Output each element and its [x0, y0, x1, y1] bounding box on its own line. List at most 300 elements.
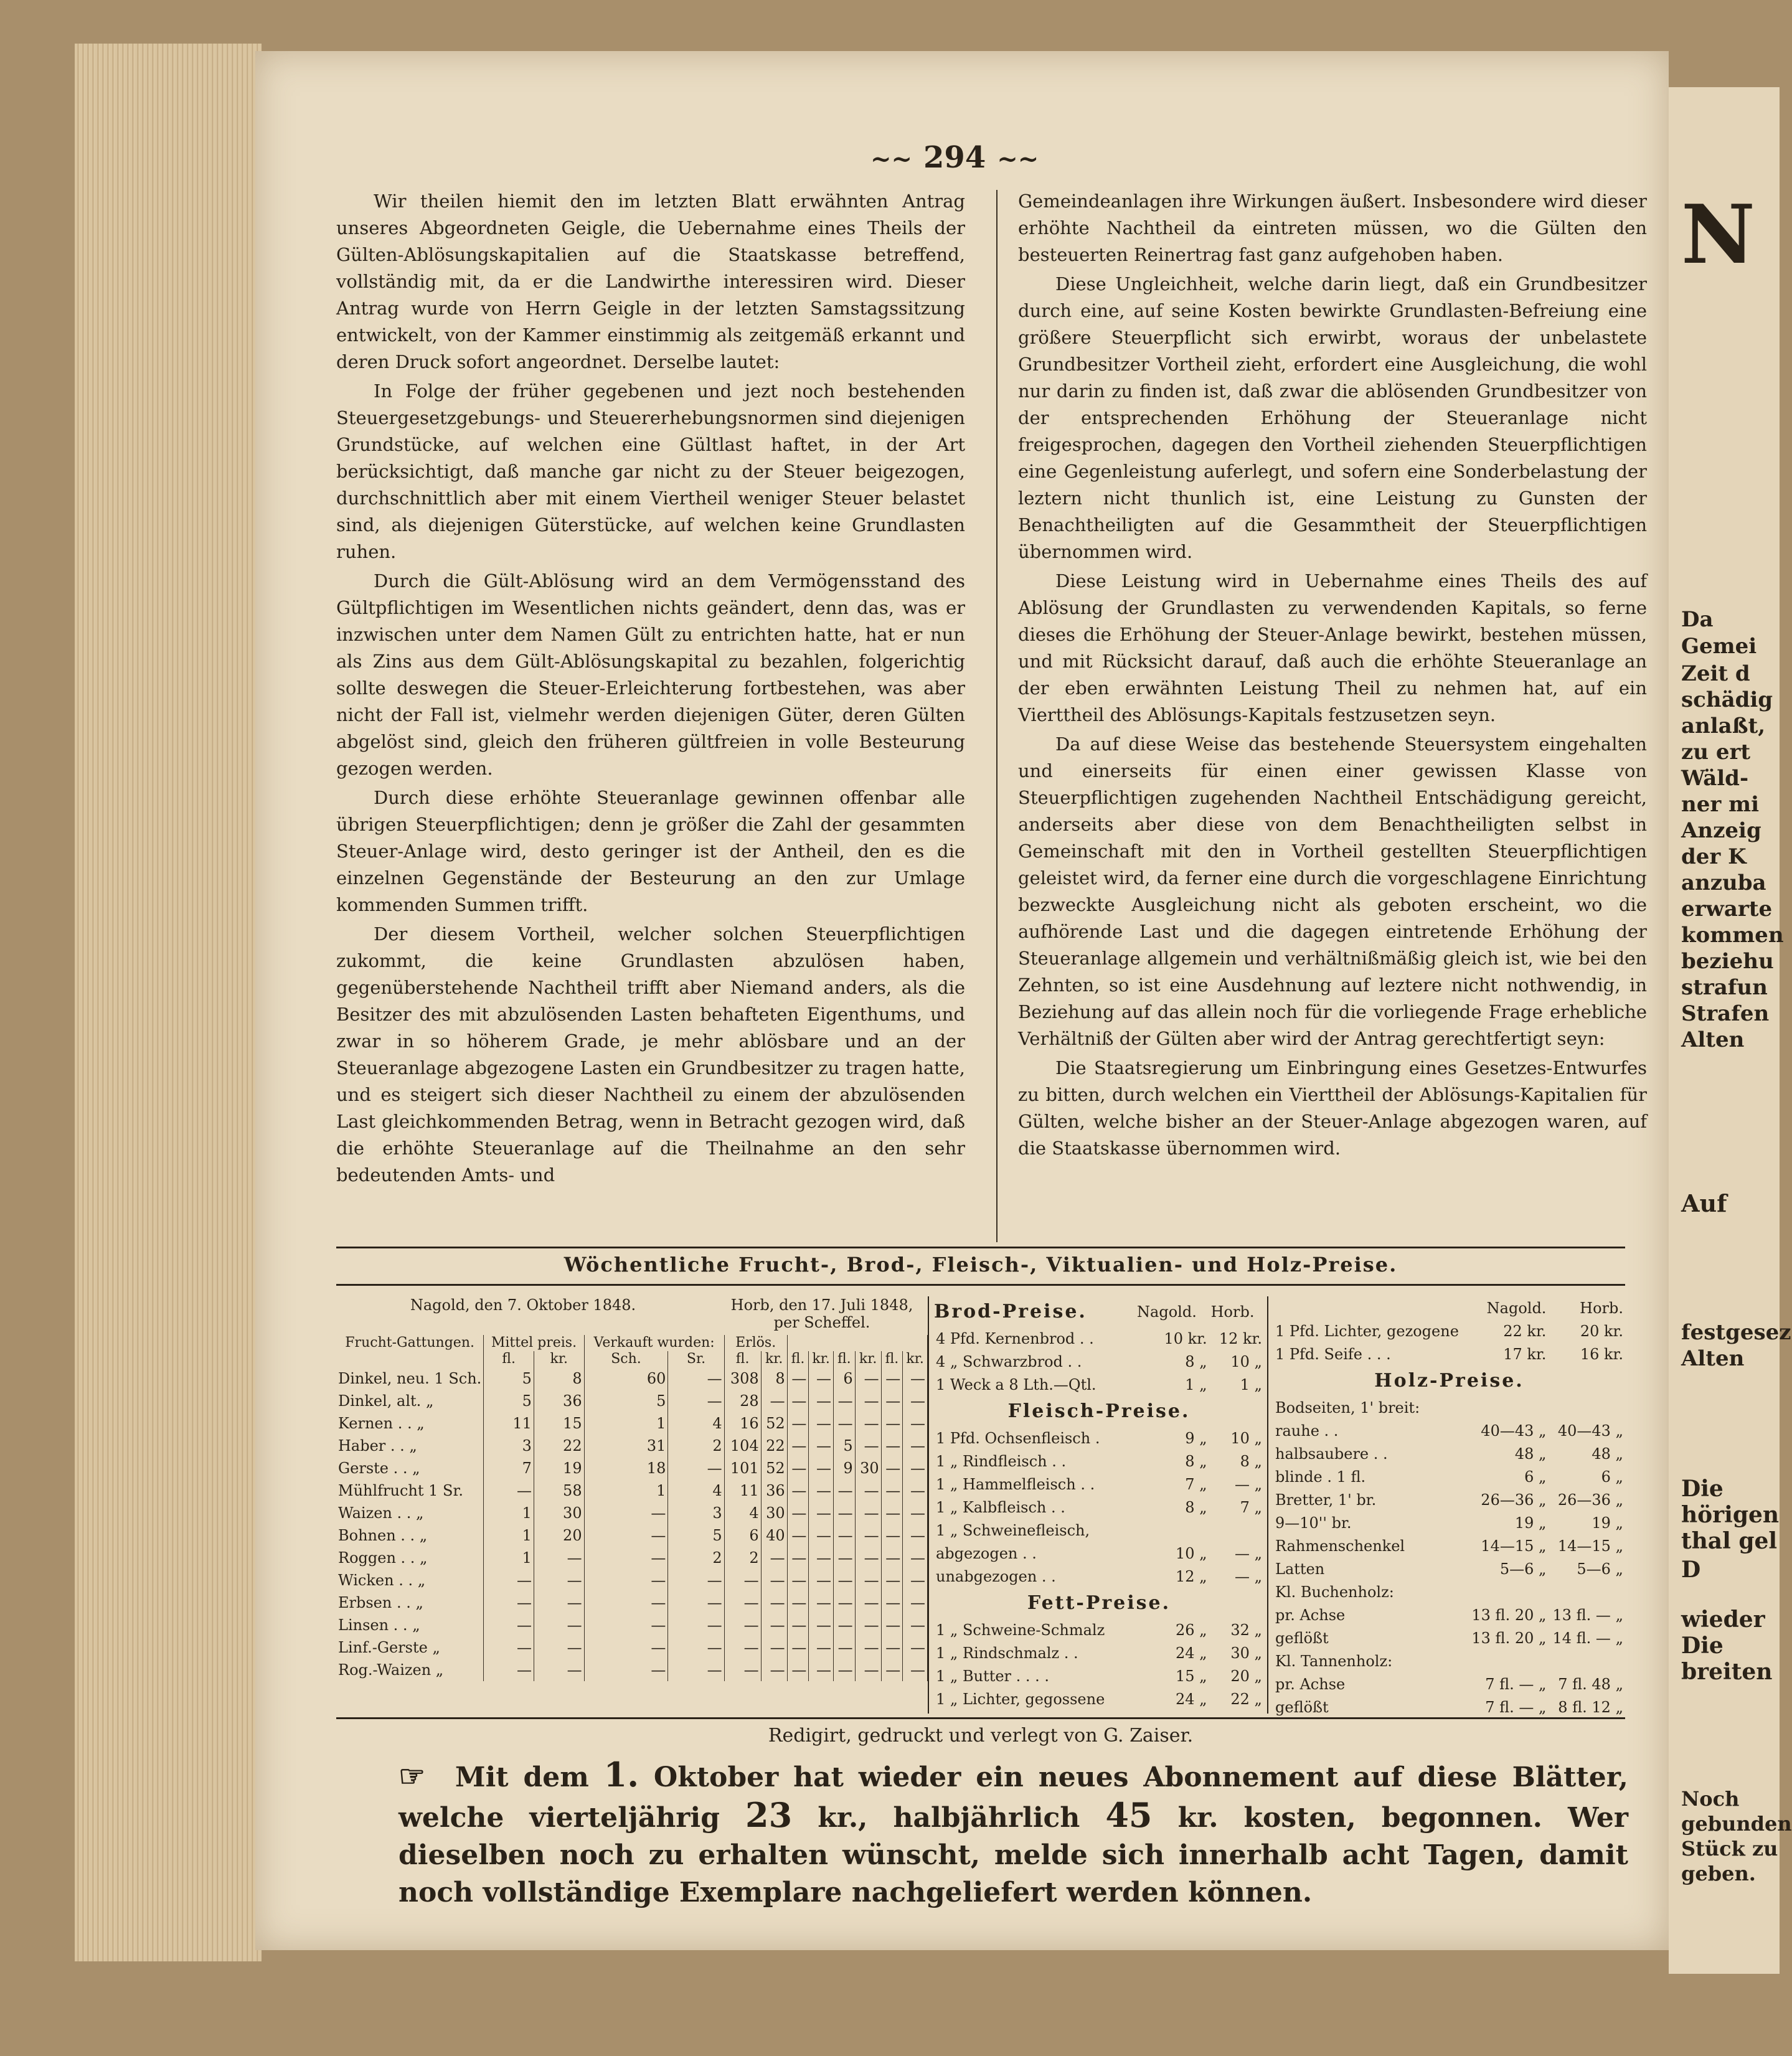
table-cell: —	[584, 1592, 668, 1614]
table-cell: 9—10'' br.	[1275, 1514, 1352, 1532]
table-cell: 8 „	[1185, 1352, 1207, 1370]
table-cell: —	[855, 1479, 881, 1502]
table-cell: —	[903, 1659, 928, 1681]
table-cell: Bohnen . . „	[336, 1524, 484, 1547]
table-cell: —	[787, 1367, 809, 1390]
table-cell: 14—15 „	[1481, 1537, 1547, 1555]
unit-fl: fl.	[484, 1351, 534, 1367]
table-cell: —	[668, 1614, 724, 1636]
paragraph: Gemeindeanlagen ihre Wirkungen äußert. Insbesondere wird dieser erhöhte Nachtheil da eintreten müssen, wo die Gülten den besteuerten Reinertrag fast ganz aufgehoben haben.	[1018, 191, 1647, 265]
adjacent-page-text: geben.	[1681, 1862, 1756, 1885]
table-cell: —	[584, 1614, 668, 1636]
table-cell: Bodseiten, 1' breit:	[1275, 1398, 1420, 1417]
table-row	[934, 1687, 1264, 1710]
table-cell: 12 kr.	[1219, 1329, 1262, 1347]
table-cell: —	[903, 1502, 928, 1524]
adjacent-page-text: breiten	[1681, 1659, 1773, 1685]
table-cell: 11	[484, 1412, 534, 1435]
table-cell: —	[833, 1479, 855, 1502]
adjacent-page-text: festgesez	[1681, 1320, 1791, 1345]
table-cell: 48 „	[1514, 1445, 1547, 1463]
col-verkauft: Verkauft wurden:	[584, 1335, 724, 1351]
table-cell: 9	[833, 1457, 855, 1479]
table-cell: 19 „	[1514, 1514, 1547, 1532]
table-cell: —	[724, 1659, 761, 1681]
subscription-announcement	[398, 1756, 1628, 1912]
ornament-right: ~~	[997, 144, 1039, 174]
col-mittel: Mittel preis.	[484, 1335, 584, 1351]
table-cell: —	[484, 1636, 534, 1659]
table-row	[1273, 1557, 1625, 1580]
table-cell: 7 fl. 48 „	[1558, 1675, 1623, 1693]
table-cell: 7	[484, 1457, 534, 1479]
table-cell: 4 Pfd. Kernenbrod . .	[936, 1329, 1094, 1347]
table-divider	[928, 1296, 929, 1714]
horb-col-header: Horb.	[1210, 1303, 1255, 1321]
table-cell: —	[903, 1592, 928, 1614]
table-row	[934, 1565, 1264, 1588]
table-cell: 18	[584, 1457, 668, 1479]
table-cell: —	[855, 1636, 881, 1659]
table-row	[1273, 1342, 1625, 1365]
table-cell: — „	[1234, 1544, 1262, 1562]
table-cell: 40	[761, 1524, 787, 1547]
table-cell: 36	[534, 1390, 584, 1412]
table-row	[934, 1496, 1264, 1519]
table-cell: —	[833, 1390, 855, 1412]
adjacent-page-text: Noch	[1681, 1787, 1740, 1811]
imprint: Redigirt, gedruckt und verlegt von G. Zaiser.	[768, 1725, 1194, 1747]
table-cell: Rog.-Waizen „	[336, 1659, 484, 1681]
table-cell: 5	[833, 1435, 855, 1457]
table-row	[934, 1350, 1264, 1373]
table-cell: —	[833, 1502, 855, 1524]
adjacent-page-text: Die	[1681, 1476, 1724, 1502]
table-cell: —	[668, 1592, 724, 1614]
table-cell: —	[881, 1479, 903, 1502]
table-row	[1273, 1649, 1625, 1672]
table-cell: —	[761, 1636, 787, 1659]
table-cell: —	[903, 1614, 928, 1636]
left-column	[336, 188, 965, 1191]
adjacent-page-text: N	[1681, 187, 1755, 282]
holz-title: Holz-Preise.	[1374, 1370, 1524, 1392]
table-cell: —	[881, 1502, 903, 1524]
announce-price-half: 45	[1105, 1795, 1153, 1835]
table-cell: —	[833, 1636, 855, 1659]
table-cell: 8	[534, 1367, 584, 1390]
announce-text: Oktober hat wieder ein neues Abonnement auf diese Blätter, welche vierteljährig	[398, 1761, 1628, 1834]
table-cell: Latten	[1275, 1560, 1325, 1578]
table-row	[336, 1547, 928, 1569]
table-cell: Mühlfrucht 1 Sr.	[336, 1479, 484, 1502]
table-cell: —	[761, 1390, 787, 1412]
table-cell: —	[881, 1636, 903, 1659]
wood-price-table	[1273, 1296, 1625, 1714]
unit-kr: kr.	[761, 1351, 787, 1367]
fleisch-title: Fleisch-Preise.	[1007, 1400, 1191, 1422]
table-cell: —	[903, 1569, 928, 1592]
adjacent-page-text: Da	[1681, 607, 1714, 632]
table-cell: 7 fl. — „	[1485, 1675, 1547, 1693]
table-cell: —	[833, 1569, 855, 1592]
table-cell: Haber . . „	[336, 1435, 484, 1457]
table-cell: 30	[855, 1457, 881, 1479]
table-cell: 26—36 „	[1557, 1491, 1623, 1509]
table-cell: —	[761, 1569, 787, 1592]
adjacent-page-text: thal gel	[1681, 1528, 1778, 1554]
table-cell: —	[881, 1547, 903, 1569]
table-cell: 14 fl. — „	[1552, 1629, 1623, 1647]
paragraph: Durch diese erhöhte Steueranlage gewinnen offenbar alle übrigen Steuerpflichtigen; denn je größer die Zahl der gesammten Steuer-Anlage wird, desto geringer ist der Antheil, den es die einzelnen Gegenstände der Besteurung an den zur Umlage kommenden Summen trifft.	[336, 787, 965, 915]
table-cell: —	[881, 1614, 903, 1636]
table-cell: —	[787, 1592, 809, 1614]
table-row	[336, 1636, 928, 1659]
table-cell: 1 „ Schweinefleisch,	[936, 1521, 1090, 1539]
table-cell: 22 kr.	[1503, 1322, 1547, 1340]
nagold-header: Nagold, den 7. Oktober 1848.	[410, 1296, 636, 1314]
table-cell: 1	[584, 1412, 668, 1435]
table-cell: —	[484, 1479, 534, 1502]
lichter-rows	[1273, 1319, 1625, 1365]
table-cell: 9 „	[1185, 1429, 1207, 1447]
paragraph: Wir theilen hiemit den im letzten Blatt erwähnten Antrag unseres Abgeordneten Geigle, die Uebernahme eines Theils der Gülten-Ablösungskapitalien auf die Staatskasse betreffend, vollständig mit, da er die Landwirthe interessiren wird. Dieser Antrag wurde von Herrn Geigle in der letzten Samstagssitzung entwickelt, von der Kammer einstimmig als zeitgemäß erkannt und deren Druck sofort angeordnet. Derselbe lautet:	[336, 191, 965, 372]
table-cell: —	[855, 1524, 881, 1547]
adjacent-page-text: anlaßt,	[1681, 714, 1766, 738]
right-column	[1018, 188, 1647, 1164]
table-cell: 3	[668, 1502, 724, 1524]
table-cell: Kl. Buchenholz:	[1275, 1583, 1394, 1601]
fett-rows	[934, 1618, 1264, 1710]
table-divider	[1267, 1296, 1268, 1714]
table-cell: 22	[534, 1435, 584, 1457]
brod-title: Brod-Preise.	[934, 1301, 1087, 1323]
adjacent-page-text: Anzeig	[1681, 818, 1761, 843]
table-cell: 1	[484, 1524, 534, 1547]
table-cell: —	[787, 1412, 809, 1435]
table-cell: rauhe . .	[1275, 1422, 1339, 1440]
col-sorts: Frucht-Gattungen.	[336, 1335, 484, 1351]
table-cell: 1 „ Kalbfleisch . .	[936, 1498, 1065, 1516]
paragraph: In Folge der früher gegebenen und jezt noch bestehenden Steuergesetzgebungs- und Steuererhebungsnormen sind diejenigen Grundstücke, auf welchen eine Gültlast haftet, in der Art berücksichtigt, daß manche gar nicht zu der Steuer beigezogen, durchschnittlich aber mit einem Viertheil weniger Steuer belastet sind, als diejenigen Güterstücke, auf welchen keine Grundlasten ruhen.	[336, 380, 965, 562]
grain-rows	[336, 1367, 928, 1681]
adjacent-page-text: erwarte	[1681, 897, 1773, 922]
grain-table	[336, 1335, 928, 1681]
table-cell: 40—43 „	[1481, 1422, 1547, 1440]
table-cell: —	[903, 1479, 928, 1502]
table-cell: —	[787, 1502, 809, 1524]
adjacent-page-text: strafun	[1681, 975, 1768, 1000]
table-cell: 1 „ Schweine-Schmalz	[936, 1621, 1105, 1639]
table-cell: —	[809, 1636, 834, 1659]
table-cell: —	[668, 1367, 724, 1390]
table-cell: 19	[534, 1457, 584, 1479]
table-cell: —	[855, 1547, 881, 1569]
table-row	[336, 1390, 928, 1412]
adjacent-page-text: zu ert	[1681, 740, 1751, 765]
adjacent-page-text: Strafen	[1681, 1001, 1770, 1026]
table-cell: pr. Achse	[1275, 1606, 1346, 1624]
unit-kr: kr.	[534, 1351, 584, 1367]
table-cell: 17 kr.	[1503, 1345, 1547, 1363]
nagold-col-header: Nagold.	[1486, 1299, 1547, 1317]
unit-kr: kr.	[903, 1351, 928, 1367]
table-cell: 58	[534, 1479, 584, 1502]
table-cell: —	[855, 1659, 881, 1681]
table-row	[336, 1524, 928, 1547]
table-cell: 10 kr.	[1164, 1329, 1207, 1347]
table-cell: 40—43 „	[1557, 1422, 1623, 1440]
table-row	[336, 1502, 928, 1524]
adjacent-page-text: schädig	[1681, 687, 1773, 712]
table-cell: 5	[484, 1390, 534, 1412]
table-cell: 101	[724, 1457, 761, 1479]
table-row	[336, 1592, 928, 1614]
table-cell: 14—15 „	[1557, 1537, 1623, 1555]
table-cell: —	[903, 1524, 928, 1547]
table-row	[1273, 1534, 1625, 1557]
table-cell: —	[881, 1412, 903, 1435]
table-cell: —	[787, 1569, 809, 1592]
table-cell	[1135, 1519, 1209, 1542]
table-cell: 1 „	[1185, 1375, 1207, 1393]
table-cell: 1 „ Lichter, gegossene	[936, 1690, 1105, 1708]
divider-rule	[336, 1247, 1625, 1248]
table-cell: —	[903, 1412, 928, 1435]
table-row	[1273, 1580, 1625, 1603]
table-cell: —	[584, 1502, 668, 1524]
table-cell: —	[833, 1614, 855, 1636]
table-cell: —	[484, 1614, 534, 1636]
table-cell: —	[855, 1502, 881, 1524]
table-cell: —	[881, 1592, 903, 1614]
table-cell: 20 „	[1230, 1667, 1262, 1685]
table-cell: —	[855, 1569, 881, 1592]
table-cell: —	[855, 1435, 881, 1457]
table-cell: —	[809, 1435, 834, 1457]
table-cell: 8 „	[1185, 1498, 1207, 1516]
table-cell: Bretter, 1' br.	[1275, 1491, 1377, 1509]
table-cell: 3	[484, 1435, 534, 1457]
unit-fl: fl.	[787, 1351, 809, 1367]
adjacent-page-text: Gemei	[1681, 634, 1757, 659]
table-row	[1273, 1695, 1625, 1719]
table-cell: 308	[724, 1367, 761, 1390]
table-cell: —	[668, 1390, 724, 1412]
table-row	[934, 1327, 1264, 1350]
table-cell: —	[881, 1524, 903, 1547]
table-cell: 2	[668, 1435, 724, 1457]
table-cell: —	[787, 1524, 809, 1547]
table-cell: Roggen . . „	[336, 1547, 484, 1569]
table-cell: —	[484, 1592, 534, 1614]
unit-sr: Sr.	[668, 1351, 724, 1367]
table-row	[336, 1479, 928, 1502]
table-cell: —	[787, 1547, 809, 1569]
table-cell: —	[724, 1569, 761, 1592]
table-row	[1273, 1603, 1625, 1626]
table-cell: 1 Weck a 8 Lth.—Qtl.	[936, 1375, 1096, 1393]
table-cell: 20	[534, 1524, 584, 1547]
table-row	[934, 1519, 1264, 1542]
table-row	[336, 1412, 928, 1435]
nagold-col-header: Nagold.	[1137, 1303, 1197, 1321]
table-row	[934, 1426, 1264, 1450]
unit-kr: kr.	[855, 1351, 881, 1367]
table-row	[336, 1435, 928, 1457]
table-cell: —	[809, 1524, 834, 1547]
table-cell: —	[787, 1659, 809, 1681]
table-row	[934, 1641, 1264, 1664]
table-cell: —	[761, 1614, 787, 1636]
table-cell: —	[787, 1614, 809, 1636]
adjacent-page-text: ner mi	[1681, 792, 1759, 817]
table-cell: 1 „ Hammelfleisch . .	[936, 1475, 1095, 1493]
table-row	[934, 1618, 1264, 1641]
book-page-edges	[75, 44, 262, 1961]
table-cell	[1467, 1649, 1548, 1672]
table-cell: —	[809, 1614, 834, 1636]
table-cell	[1209, 1519, 1264, 1542]
table-cell: —	[833, 1592, 855, 1614]
table-cell: 4	[724, 1502, 761, 1524]
table-cell: —	[809, 1367, 834, 1390]
table-cell: 12 „	[1176, 1567, 1207, 1585]
table-cell: —	[724, 1592, 761, 1614]
table-cell: Dinkel, neu. 1 Sch.	[336, 1367, 484, 1390]
table-cell: 10 „	[1230, 1352, 1262, 1370]
table-cell: —	[534, 1592, 584, 1614]
table-cell: 13 fl. 20 „	[1471, 1629, 1547, 1647]
table-cell: —	[903, 1547, 928, 1569]
table-cell: 7 fl. — „	[1485, 1698, 1547, 1716]
table-cell: 8	[761, 1367, 787, 1390]
table-cell: 6	[724, 1524, 761, 1547]
table-row	[1273, 1396, 1625, 1419]
paragraph: Da auf diese Weise das bestehende Steuersystem eingehalten und einerseits für einen einer gewissen Klasse von Steuerpflichtigen zugehenden Nachtheil Entschädigung gereicht, anderseits aber diese von dem Benachtheiligten selbst in Gemeinschaft mit den in Vortheil gestellten Steuerpflichtigen geleistet wird, da ferner eine durch die vorgeschlagene Einrichtung bezweckte Ausgleichung nicht als geboten erscheint, wo die aufhörende Last und die dagegen eintretende Erhöhung der Steueranlage allgemein und verhältnißmäßig gleich ist, wie bei den Zehnten, so ist eine Ausdehnung auf leztere nicht nothwendig, in Beziehung auf das allein noch für die vorliegende Frage erhebliche Verhältniß der Gülten aber wird der Antrag gerechtfertigt seyn:	[1018, 733, 1647, 1049]
table-cell: —	[855, 1592, 881, 1614]
table-cell: 5	[484, 1367, 534, 1390]
table-cell: 48 „	[1592, 1445, 1623, 1463]
table-cell: —	[809, 1412, 834, 1435]
table-cell: —	[668, 1659, 724, 1681]
table-cell	[1548, 1396, 1625, 1419]
brod-rows	[934, 1327, 1264, 1396]
wood-table	[1273, 1296, 1625, 1719]
table-cell: 8 „	[1185, 1452, 1207, 1470]
paragraph: Der diesem Vortheil, welcher solchen Steuerpflichtigen zukommt, die keine Grundlasten abzulösen haben, gegenüberstehende Nachtheil trifft aber Niemand anders, als die Besitzer des mit abzulösenden Lasten behafteten Eigenthums, und zwar in so höherem Grade, je mehr ablösbare und an der Steueranlage abgezogene Lasten ein Grundbesitzer zu tragen hatte, und es steigert sich dieser Nachtheil zu einem der abzulösenden Last gleichkommenden Betrag, wenn in Betracht gezogen wird, daß die erhöhte Steueranlage auf die Theilnahme an den sehr bedeutenden Amts- und	[336, 923, 965, 1186]
page-number	[859, 140, 1050, 175]
table-cell: —	[881, 1435, 903, 1457]
table-cell: 60	[584, 1367, 668, 1390]
table-row	[1273, 1465, 1625, 1488]
fleisch-rows	[934, 1426, 1264, 1588]
table-row	[336, 1457, 928, 1479]
table-cell: Kernen . . „	[336, 1412, 484, 1435]
table-cell: 16	[724, 1412, 761, 1435]
table-cell: 4	[668, 1412, 724, 1435]
table-cell: 1 „	[1240, 1375, 1262, 1393]
table-cell: 19 „	[1592, 1514, 1623, 1532]
table-cell: 1 Pfd. Seife . . .	[1275, 1345, 1391, 1363]
table-cell: 30 „	[1230, 1644, 1262, 1662]
table-cell: —	[761, 1547, 787, 1569]
table-cell: 5	[668, 1524, 724, 1547]
table-cell: 10 „	[1176, 1544, 1207, 1562]
table-cell: —	[584, 1636, 668, 1659]
table-cell: 104	[724, 1435, 761, 1457]
table-cell: —	[809, 1390, 834, 1412]
announce-price-quarter: 23	[745, 1795, 793, 1835]
table-cell: —	[903, 1435, 928, 1457]
table-cell: —	[809, 1547, 834, 1569]
table-cell: 22 „	[1230, 1690, 1262, 1708]
table-cell: —	[668, 1636, 724, 1659]
table-cell: Kl. Tannenholz:	[1275, 1652, 1393, 1670]
table-cell: 1 Pfd. Ochsenfleisch .	[936, 1429, 1100, 1447]
table-row	[1273, 1419, 1625, 1442]
adjacent-page-text: hörigen	[1681, 1502, 1780, 1528]
table-row	[1273, 1511, 1625, 1534]
table-cell: 4	[668, 1479, 724, 1502]
table-cell: geflößt	[1275, 1629, 1329, 1647]
table-row	[336, 1367, 928, 1390]
adjacent-page-text: Die	[1681, 1633, 1724, 1659]
table-cell: 24 „	[1176, 1690, 1207, 1708]
adjacent-page-text: beziehu	[1681, 949, 1774, 974]
table-cell: 8 fl. 12 „	[1558, 1698, 1623, 1716]
table-row	[336, 1569, 928, 1592]
table-cell: 8 „	[1240, 1452, 1262, 1470]
table-row	[934, 1473, 1264, 1496]
adjacent-page-text: Wäld-	[1681, 766, 1749, 791]
table-row	[1273, 1672, 1625, 1695]
table-cell: 1	[584, 1479, 668, 1502]
table-cell: —	[787, 1435, 809, 1457]
table-cell: 7 „	[1185, 1475, 1207, 1493]
adjacent-page-text: Alten	[1681, 1027, 1745, 1052]
table-cell: —	[809, 1502, 834, 1524]
adjacent-page	[1669, 87, 1792, 1974]
table-cell: 4 „ Schwarzbrod . .	[936, 1352, 1082, 1370]
table-row	[934, 1373, 1264, 1396]
table-cell: —	[855, 1367, 881, 1390]
table-cell: 20 kr.	[1580, 1322, 1623, 1340]
table-cell: 52	[761, 1412, 787, 1435]
table-cell: 30	[761, 1502, 787, 1524]
table-cell: 10 „	[1230, 1429, 1262, 1447]
table-row	[1273, 1442, 1625, 1465]
table-cell: — „	[1234, 1475, 1262, 1493]
table-cell: Dinkel, alt. „	[336, 1390, 484, 1412]
table-cell: —	[724, 1614, 761, 1636]
table-cell: —	[787, 1479, 809, 1502]
table-cell: 16 kr.	[1580, 1345, 1623, 1363]
table-cell: 26—36 „	[1481, 1491, 1547, 1509]
table-cell: —	[534, 1636, 584, 1659]
table-cell: —	[787, 1457, 809, 1479]
adjacent-page-text: gebunden	[1681, 1812, 1792, 1836]
table-cell: —	[881, 1659, 903, 1681]
table-cell: 1	[484, 1547, 534, 1569]
divider-rule	[336, 1284, 1625, 1286]
unit-fl: fl.	[724, 1351, 761, 1367]
table-cell: Wicken . . „	[336, 1569, 484, 1592]
unit-sch: Sch.	[584, 1351, 668, 1367]
page-number-value: 294	[923, 140, 986, 175]
table-cell: —	[534, 1659, 584, 1681]
table-cell: —	[809, 1457, 834, 1479]
